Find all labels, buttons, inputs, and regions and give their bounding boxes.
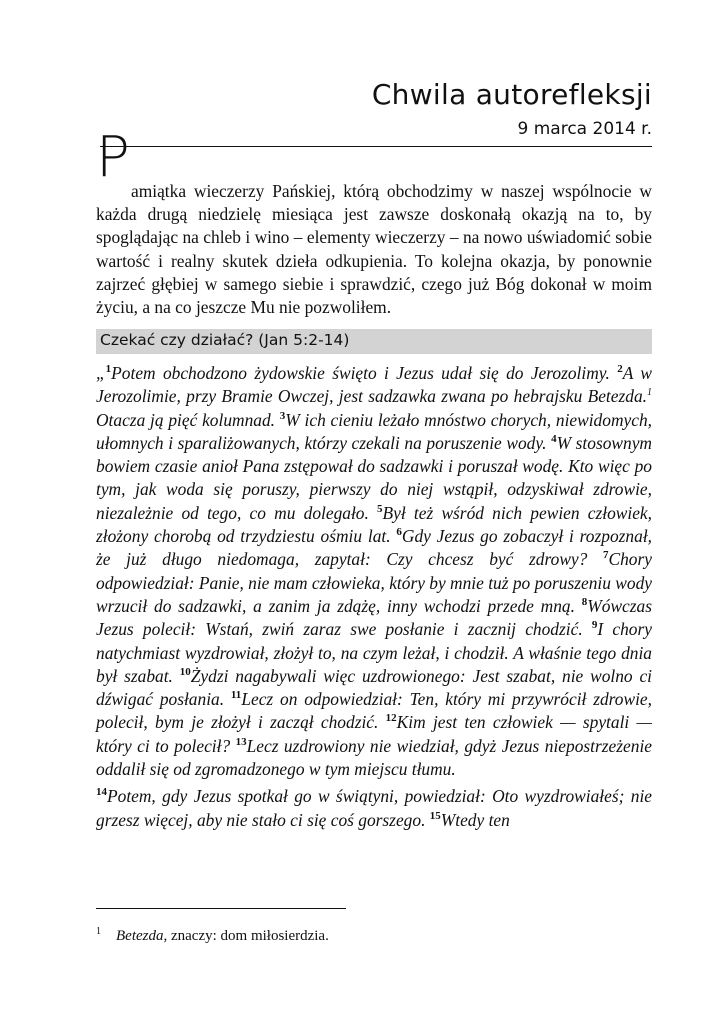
verse-number: 5 (377, 502, 383, 515)
verse-text: Kim jest ten człowiek — spytali — który ci to polecił? (96, 712, 652, 756)
verse-number: 13 (235, 735, 247, 748)
verse-number: 14 (96, 786, 107, 799)
verse-number: 12 (385, 712, 397, 725)
verse-text: Lecz uzdrowiony nie wiedział, gdyż Jezus niepostrzeżenie oddalił się od zgromadzonego w tym miejscu tłumu. (96, 735, 652, 780)
footnote-text: , znaczy: dom miłosierdzia. (163, 928, 329, 944)
page-date: 9 marca 2014 r. (517, 119, 652, 139)
verse-number: 1 (105, 363, 112, 376)
scripture-paragraph-2 (96, 785, 652, 832)
verse-number: 3 (279, 409, 286, 422)
footnote-number: 1 (96, 926, 101, 937)
verse-number: 4 (551, 433, 557, 446)
verse-text: W ich cieniu leżało mnóstwo chorych, niewidomych, ułomnych i sparaliżowanych, którzy czekali na poruszenie wody. (96, 409, 652, 453)
verse-text: Wówczas Jezus polecił: Wstań, zwiń zaraz swe posłanie i zacznij chodzić. (96, 595, 652, 640)
footnote (96, 928, 329, 945)
verse-number: 6 (396, 526, 402, 539)
intro-paragraph (96, 180, 652, 319)
footnote-rule (96, 908, 346, 909)
verse-text: Potem, gdy Jezus spotkał go w świątyni, powiedział: Oto wyzdrowiałeś; nie grzesz więcej, aby nie stało ci się coś gorszego. (96, 786, 652, 830)
verse-number: 10 (179, 666, 191, 679)
header-rule (100, 146, 652, 147)
scripture-paragraph-1 (96, 362, 652, 781)
footnote-term: Betezda (116, 928, 164, 944)
verse-text: Lecz on odpowiedział: Ten, który mi przywrócił zdrowie, polecił, bym je złożył i zaczął chodzić. (96, 689, 652, 733)
verse-text: A w Jerozolimie, przy Bramie Owczej, jest sadzawka zwana po hebrajsku Betezda. (96, 363, 652, 407)
footnote-ref: 1 (647, 387, 652, 399)
verse-text: Był też wśród nich pewien człowiek, złożony chorobą od trzydziestu ośmiu lat. (96, 502, 653, 547)
verse-number: 8 (581, 596, 588, 609)
verse-text: I chory natychmiast wyzdrowiał, złożył to, na czym leżał, i chodził. A właśnie tego dnia był szabat. (96, 619, 652, 686)
verse-number: 15 (429, 809, 441, 822)
drop-cap: P (96, 125, 130, 190)
verse-text: W stosownym bowiem czasie anioł Pana zstępował do sadzawki i poruszał wodę. Kto więc po tym, jak woda się poruszy, pierwszy do niej wstąpił, odzyskiwał zdrowie, niezależnie od tego, co mu dolegało. (96, 432, 652, 523)
verse-text: Potem obchodzono żydowskie święto i Jezus udał się do Jerozolimy. (111, 363, 618, 383)
verse-text: Chory odpowiedział: Panie, nie mam człowieka, który by mnie tuż po poruszeniu wody wrzucił do sadzawki, a zanim ja zdążę, inny wchodzi przede mną. (96, 549, 652, 616)
verse-text: Gdy Jezus go zobaczył i rozpoznał, że już długo niedomaga, zapytał: Czy chcesz być zdrowy? (96, 526, 652, 570)
verse-text: Otacza ją pięć kolumnad. (96, 409, 280, 430)
section-heading: Czekać czy działać? (Jan 5:2-14) (100, 331, 350, 349)
verse-number: 11 (230, 689, 242, 702)
section-heading-bar (96, 329, 652, 354)
verse-number: 2 (617, 363, 623, 376)
scripture-passage (96, 362, 652, 836)
page-title: Chwila autorefleksji (371, 78, 652, 111)
verse-number: 7 (603, 549, 609, 562)
verse-number: 9 (591, 619, 598, 632)
opening-quote: „ (96, 363, 106, 383)
verse-text: Wtedy ten (440, 809, 510, 830)
verse-text: Żydzi nagabywali więc uzdrowionego: Jest szabat, nie wolno ci dźwigać posłania. (96, 665, 652, 710)
intro-text: amiątka wieczerzy Pańskiej, którą obchodzimy w naszej wspólnocie w każda drugą niedzielę miesiąca jest zawsze doskonałą okazją na to, by spoglądając na chleb i wino – elementy wieczerzy – na nowo uświadomić sobie wartość i realny skutek dzieła odkupienia. To kolejna okazja, by ponownie zajrzeć głębiej w samego siebie i sprawdzić, czego już Bóg dokonał w moim życiu, a na co jeszcze Mu nie pozwoliłem. (96, 181, 652, 318)
